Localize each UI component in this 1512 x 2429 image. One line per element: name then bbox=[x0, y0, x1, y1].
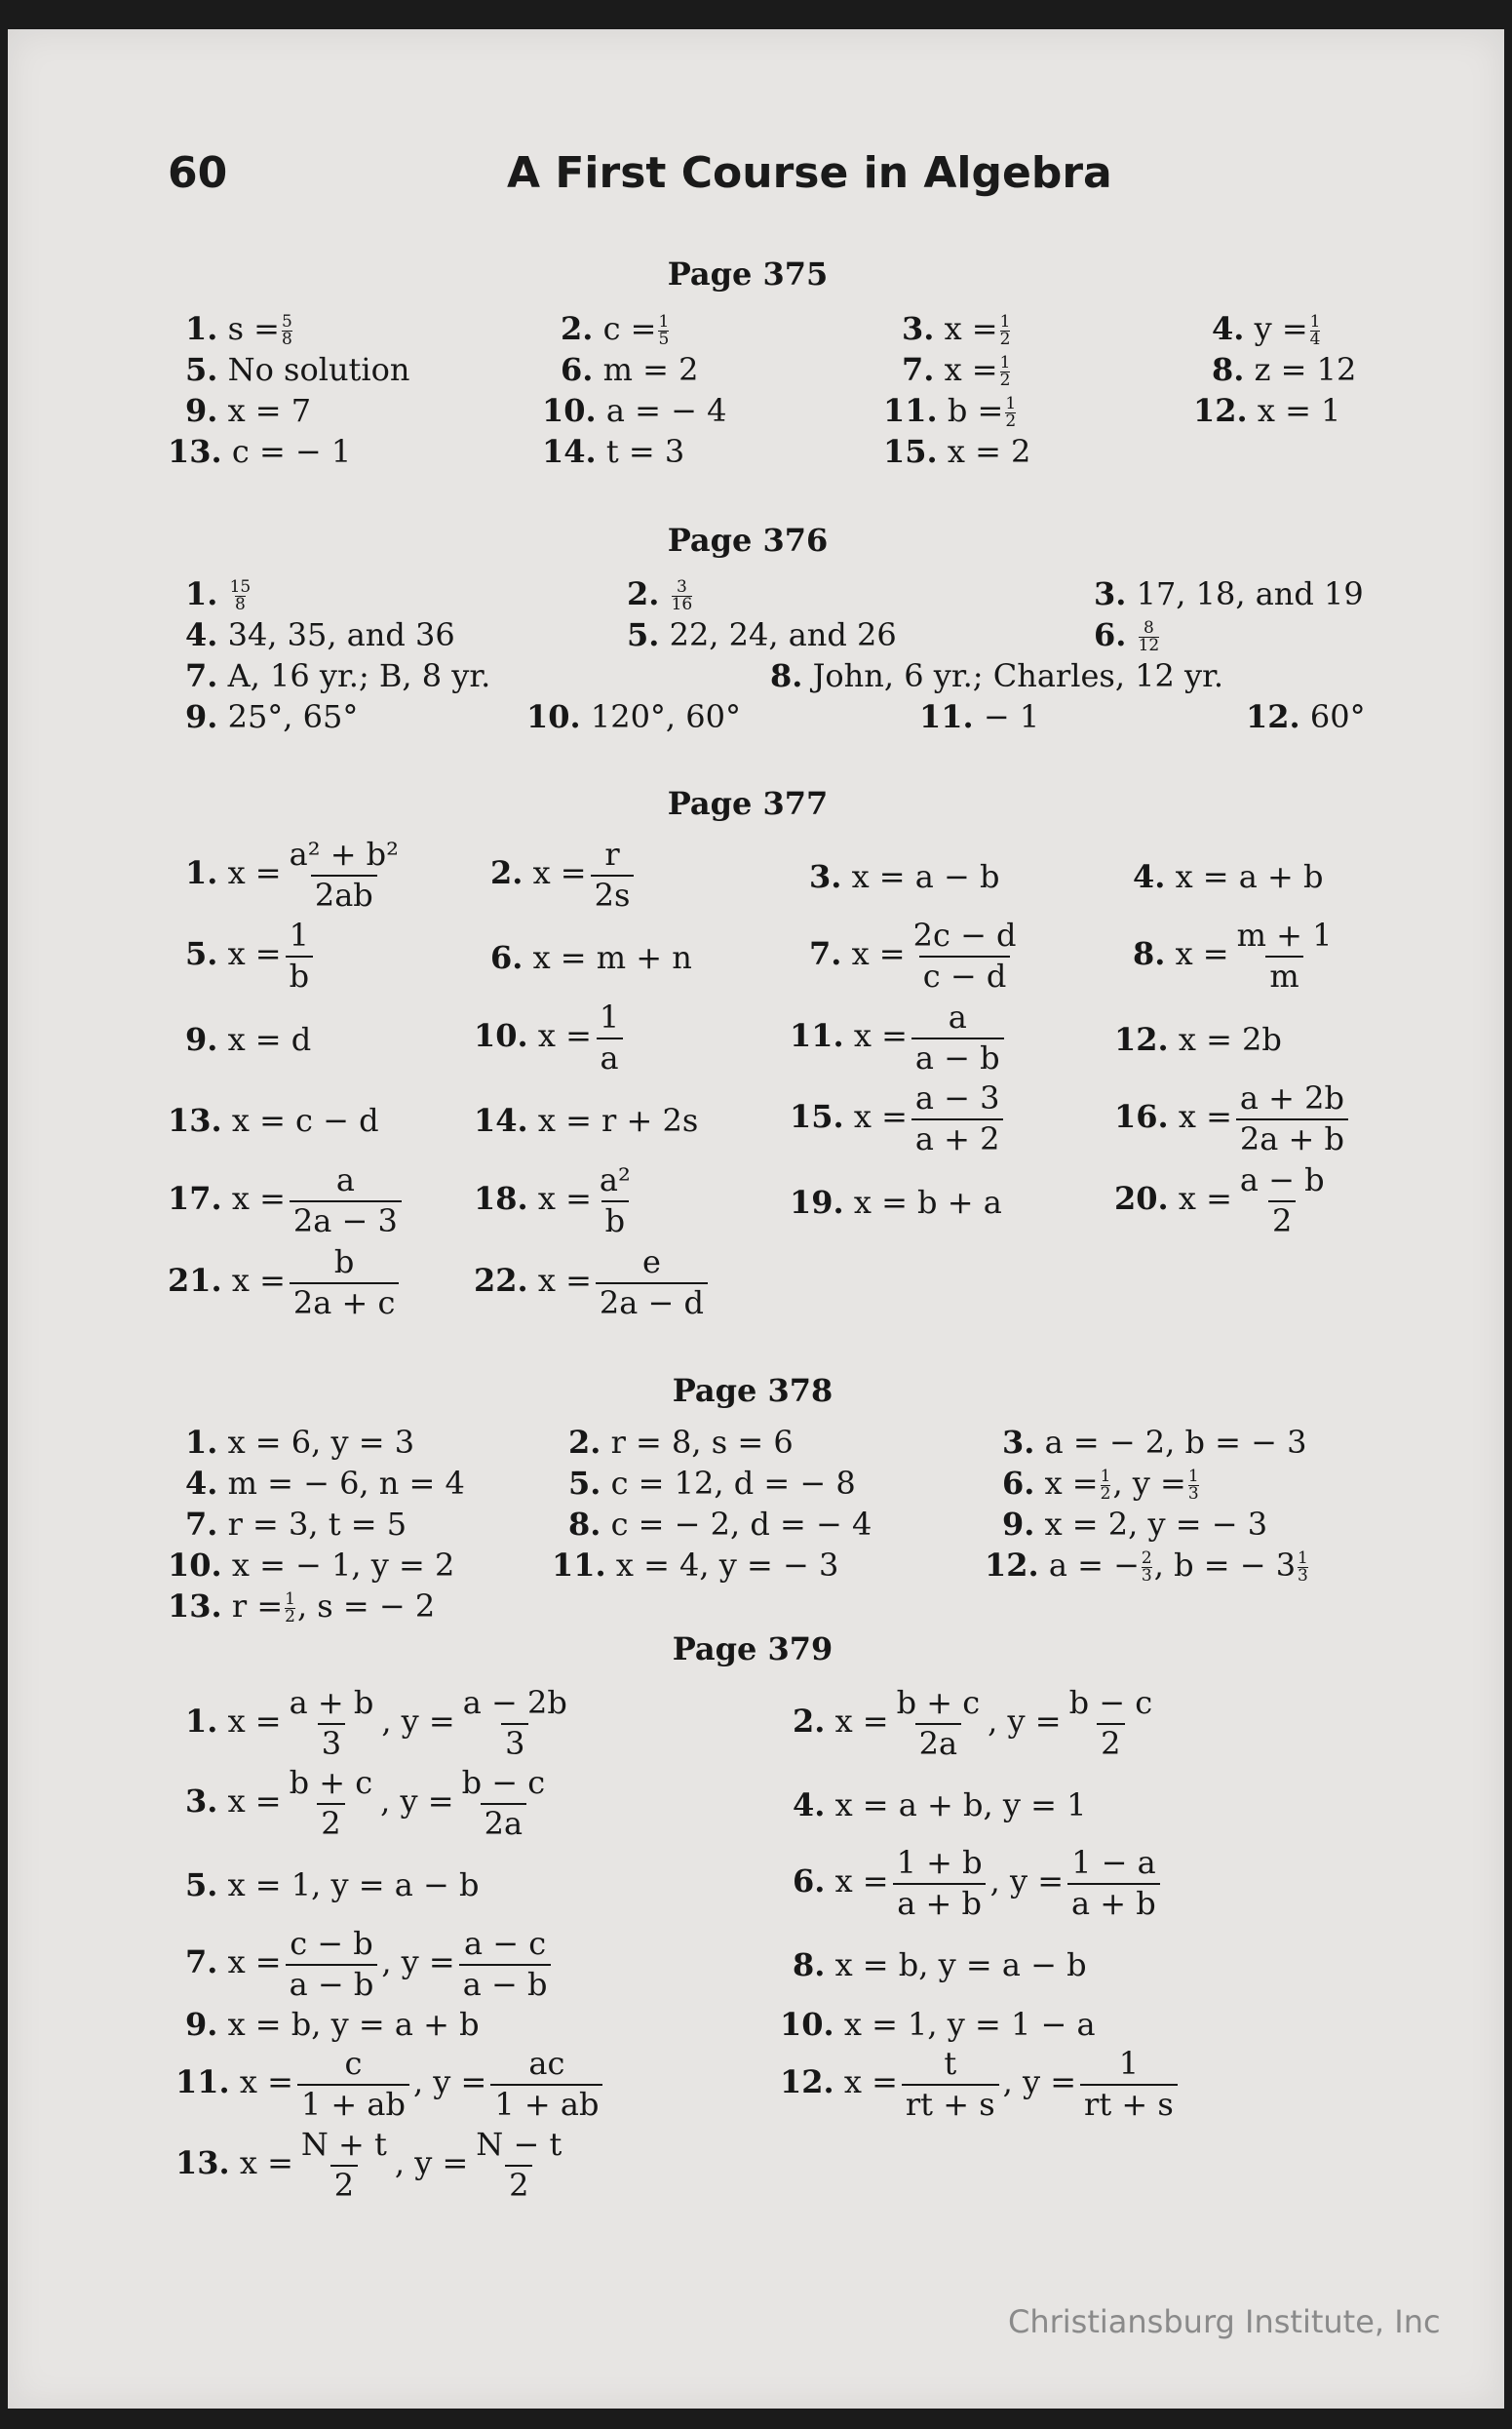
answer-375-10: 10. a = − 4 bbox=[542, 392, 727, 429]
answer-377-10: 10. x = $\frac{1}{a}$ bbox=[474, 1001, 627, 1075]
answer-377-18: 18. x = $\frac{\text{a²}}{b}$ bbox=[474, 1161, 631, 1239]
answer-378-7: 7. r = 3, t = 5 bbox=[185, 1506, 407, 1543]
answer-375-4: 4. y = $\frac{1}{4}$ bbox=[1212, 310, 1321, 349]
answer-376-8: 8. John, 6 yr.; Charles, 12 yr. bbox=[770, 657, 1224, 694]
answer-378-10: 10. x = − 1, y = 2 bbox=[168, 1547, 455, 1584]
answer-377-3: 3. x = a − b bbox=[809, 858, 1000, 895]
answer-378-5: 5. c = 12, d = − 8 bbox=[568, 1465, 856, 1502]
answer-378-13: 13. r = $\frac{1}{2}$ , s = − 2 bbox=[168, 1587, 436, 1626]
answer-377-13: 13. x = c − d bbox=[168, 1102, 379, 1139]
answer-379-6: 6. x = $\frac{1 + b}{a + b}$ , y = $\frac{1 - a}{a + b}$ bbox=[793, 1847, 1164, 1920]
answer-379-9: 9. x = b, y = a + b bbox=[185, 2006, 480, 2043]
answer-379-2: 2. x = $\frac{b + c}{2a}$ , y = $\frac{b - c}{2}$ bbox=[793, 1684, 1153, 1762]
answer-378-8: 8. c = − 2, d = − 4 bbox=[568, 1506, 872, 1543]
answer-377-21: 21. x = $\frac{b}{2a + c}$ bbox=[168, 1246, 403, 1319]
answer-377-1: 1. x = $\frac{\text{a² + b²}}{2ab}$ bbox=[185, 836, 399, 914]
answer-377-4: 4. x = a + b bbox=[1133, 858, 1324, 895]
answer-376-4: 4. 34, 35, and 36 bbox=[185, 616, 455, 653]
answer-376-6: 6. $\frac{8}{12}$ bbox=[1094, 616, 1160, 655]
answer-375-1: 1. s = $\frac{5}{8}$ bbox=[185, 310, 292, 349]
answer-375-12: 12. x = 1 bbox=[1193, 392, 1341, 429]
answer-378-3: 3. a = − 2, b = − 3 bbox=[1002, 1424, 1307, 1461]
page-number: 60 bbox=[168, 148, 228, 198]
answer-375-9: 9. x = 7 bbox=[185, 392, 312, 429]
answer-378-6: 6. x = $\frac{1}{2}$ , y = $\frac{1}{3}$ bbox=[1002, 1465, 1199, 1504]
answer-375-14: 14. t = 3 bbox=[542, 433, 685, 470]
answer-378-1: 1. x = 6, y = 3 bbox=[185, 1424, 415, 1461]
answer-376-9: 9. 25°, 65° bbox=[185, 698, 359, 735]
watermark: Christiansburg Institute, Inc bbox=[1008, 2303, 1441, 2340]
answer-377-20: 20. x = $\frac{a - b}{2}$ bbox=[1114, 1161, 1325, 1239]
answer-377-9: 9. x = d bbox=[185, 1021, 312, 1058]
section-heading-378: Page 378 bbox=[672, 1372, 834, 1409]
answer-378-9: 9. x = 2, y = − 3 bbox=[1002, 1506, 1268, 1543]
answer-375-11: 11. b = $\frac{1}{2}$ bbox=[883, 392, 1017, 431]
answer-377-6: 6. x = m + n bbox=[490, 939, 692, 976]
answer-377-12: 12. x = 2b bbox=[1114, 1021, 1282, 1058]
answer-379-11: 11. x = $\frac{c}{1 + ab}$ , y = $\frac{ac}{1 + ab}$ bbox=[175, 2048, 606, 2121]
answer-378-4: 4. m = − 6, n = 4 bbox=[185, 1465, 465, 1502]
answer-377-7: 7. x = $\frac{2c - d}{c - d}$ bbox=[809, 917, 1017, 995]
answer-375-7: 7. x = $\frac{1}{2}$ bbox=[902, 351, 1011, 390]
answer-377-22: 22. x = $\frac{e}{2a - d}$ bbox=[474, 1246, 712, 1319]
answer-375-6: 6. m = 2 bbox=[561, 351, 699, 388]
answer-379-4: 4. x = a + b, y = 1 bbox=[793, 1786, 1087, 1823]
answer-375-13: 13. c = − 1 bbox=[168, 433, 352, 470]
answer-376-10: 10. 120°, 60° bbox=[526, 698, 741, 735]
answer-379-8: 8. x = b, y = a − b bbox=[793, 1946, 1087, 1983]
section-heading-379: Page 379 bbox=[672, 1630, 834, 1667]
answer-379-7: 7. x = $\frac{c - b}{a - b}$ , y = $\frac{a - c}{a - b}$ bbox=[185, 1928, 555, 2001]
answer-379-10: 10. x = 1, y = 1 − a bbox=[780, 2006, 1096, 2043]
answer-376-2: 2. $\frac{3}{16}$ bbox=[627, 575, 693, 614]
answer-377-16: 16. x = $\frac{a + 2b}{2a + b}$ bbox=[1114, 1082, 1352, 1156]
section-heading-376: Page 376 bbox=[667, 522, 829, 559]
answer-377-5: 5. x = $\frac{1}{b}$ bbox=[185, 920, 317, 993]
section-heading-377: Page 377 bbox=[667, 785, 829, 822]
answer-376-12: 12. 60° bbox=[1246, 698, 1366, 735]
running-title: A First Course in Algebra bbox=[507, 148, 1112, 198]
answer-379-1: 1. x = $\frac{a + b}{3}$ , y = $\frac{a - 2b}{3}$ bbox=[185, 1684, 567, 1762]
answer-377-8: 8. x = $\frac{m + 1}{m}$ bbox=[1133, 917, 1333, 995]
answer-376-3: 3. 17, 18, and 19 bbox=[1094, 575, 1364, 612]
answer-376-5: 5. 22, 24, and 26 bbox=[627, 616, 897, 653]
answer-376-11: 11. − 1 bbox=[919, 698, 1040, 735]
answer-379-12: 12. x = $\frac{t}{rt + s}$ , y = $\frac{1}{rt + s}$ bbox=[780, 2048, 1182, 2121]
answer-375-8: 8. z = 12 bbox=[1212, 351, 1357, 388]
answer-375-15: 15. x = 2 bbox=[883, 433, 1031, 470]
answer-376-1: 1. $\frac{15}{8}$ bbox=[185, 575, 252, 614]
answer-379-13: 13. x = $\frac{N + t}{2}$ , y = $\frac{N - t}{2}$ bbox=[175, 2126, 562, 2204]
answer-377-14: 14. x = r + 2s bbox=[474, 1102, 699, 1139]
answer-375-2: 2. c = $\frac{1}{5}$ bbox=[561, 310, 670, 349]
answer-377-17: 17. x = $\frac{a}{2a - 3}$ bbox=[168, 1164, 406, 1237]
answer-377-19: 19. x = b + a bbox=[790, 1184, 1002, 1221]
section-heading-375: Page 375 bbox=[667, 255, 829, 293]
answer-375-3: 3. x = $\frac{1}{2}$ bbox=[902, 310, 1011, 349]
answer-377-2: 2. x = $\frac{r}{2s}$ bbox=[490, 839, 638, 912]
answer-379-3: 3. x = $\frac{b + c}{2}$ , y = $\frac{b - c}{2a}$ bbox=[185, 1764, 546, 1842]
answer-376-7: 7. A, 16 yr.; B, 8 yr. bbox=[185, 657, 491, 694]
answer-375-5: 5. No solution bbox=[185, 351, 410, 388]
answer-377-11: 11. x = $\frac{a}{a - b}$ bbox=[790, 1001, 1008, 1075]
answer-377-15: 15. x = $\frac{a - 3}{a + 2}$ bbox=[790, 1082, 1007, 1156]
answer-378-12: 12. a = − $\frac{2}{3}$ , b = − 3 $\frac{1}{3}$ bbox=[985, 1547, 1308, 1586]
answer-378-11: 11. x = 4, y = − 3 bbox=[552, 1547, 839, 1584]
answer-379-5: 5. x = 1, y = a − b bbox=[185, 1866, 480, 1903]
answer-378-2: 2. r = 8, s = 6 bbox=[568, 1424, 794, 1461]
